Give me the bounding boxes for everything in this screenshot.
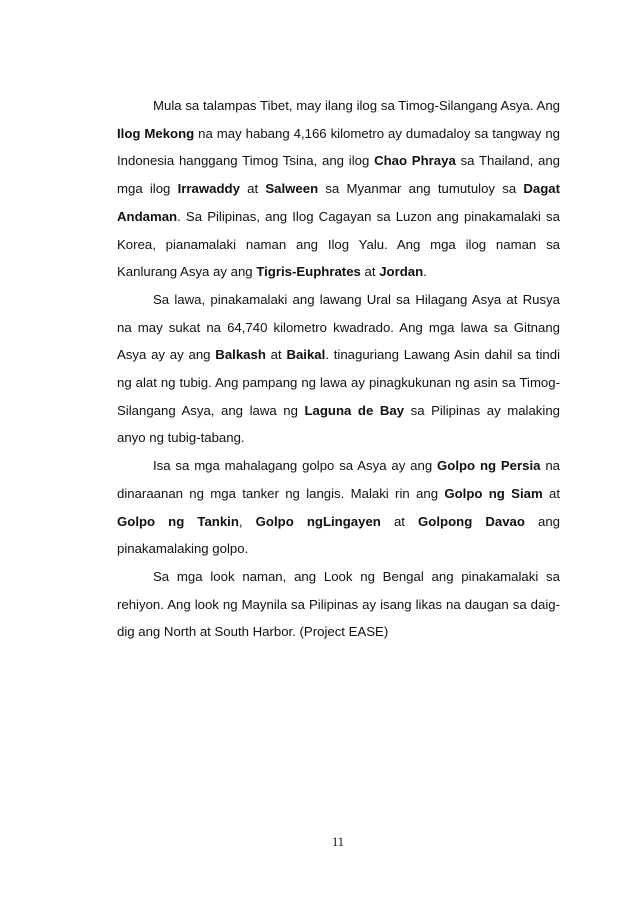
bold-term: Ilog Mekong — [117, 125, 195, 141]
bold-term: Laguna de Bay — [304, 402, 405, 418]
paragraph-bays — [117, 563, 560, 646]
paragraph-lakes — [117, 286, 560, 452]
bold-term: Golpo ng Persia — [437, 458, 541, 474]
bold-term: Chao Phraya — [374, 153, 456, 169]
bold-term: Irrawaddy — [177, 181, 240, 197]
bold-term: Golpo ng Tankin — [117, 513, 239, 529]
bold-term: Balkash — [215, 347, 266, 363]
bold-term: Golpo ng Siam — [444, 485, 543, 501]
text-run: sa Thailand, ang mga ilog — [117, 153, 560, 197]
body-text — [117, 92, 560, 646]
bold-term: Jordan — [379, 264, 424, 280]
text-run: Mula sa talampas Tibet, may ilang ilog sa Timog-Silangang Asya. Ang — [153, 98, 560, 113]
text-run: at — [239, 181, 266, 197]
bold-term: Baikal — [286, 347, 326, 363]
page-number: 11 — [331, 835, 345, 849]
text-run: sa Pilipinas ay malaking anyo ng tubig-tabang. — [117, 402, 560, 446]
text-run: at — [380, 513, 419, 529]
text-run: . tinaguriang Lawang Asin dahil sa tindi ng alat ng tubig. Ang pampang ng lawa ay pinagkukunan ng asin sa Timog-Silangang Asya, ang lawa ng — [117, 347, 560, 418]
text-run: ang pinakamalaking golpo. — [117, 513, 561, 557]
text-run: Sa lawa, pinakamalaki ang lawang Ural sa Hilagang Asya at Rusya na may sukat na 64,740 kilometro kwadrado. Ang mga lawa sa Gitnang Asya ay ay ang — [117, 291, 560, 363]
text-run: at — [542, 485, 560, 501]
paragraph-rivers — [117, 92, 560, 286]
text-run: Isa sa mga mahalagang golpo sa Asya ay ang — [153, 458, 438, 474]
bold-term: Dagat Andaman — [117, 181, 561, 224]
bold-term: Salween — [265, 181, 319, 197]
text-run: . Sa Pilipinas, ang Ilog Cagayan sa Luzon ang pinakamalaki sa Korea, pianamalaki naman ang Ilog Yalu. Ang mga ilog naman sa Kanlurang Asya ay ang — [117, 208, 560, 280]
text-run: sa Myanmar ang tumutuloy sa — [318, 181, 524, 197]
text-run: . — [423, 264, 427, 280]
text-run: na may habang 4,166 kilometro ay dumadaloy sa tangway ng Indonesia hanggang Timog Tsina, ang ilog — [117, 125, 560, 169]
text-run: na dinaraanan ng mga tanker ng langis. Malaki rin ang — [117, 458, 560, 501]
bold-term: Tigris-Euphrates — [256, 264, 361, 280]
text-run: , — [238, 513, 256, 529]
bold-term: Golpo ngLingayen — [255, 513, 381, 529]
text-run: Sa mga look naman, ang Look ng Bengal ang pinakamalaki sa rehiyon. Ang look ng Maynila sa Pilipinas ay isang likas na daugan sa daig-dig ang North at South Harbor. (Project EASE) — [117, 568, 560, 640]
bold-term: Golpong Davao — [418, 513, 525, 529]
text-run: at — [360, 264, 380, 280]
text-run: at — [265, 347, 287, 363]
paragraph-gulfs — [117, 452, 560, 563]
